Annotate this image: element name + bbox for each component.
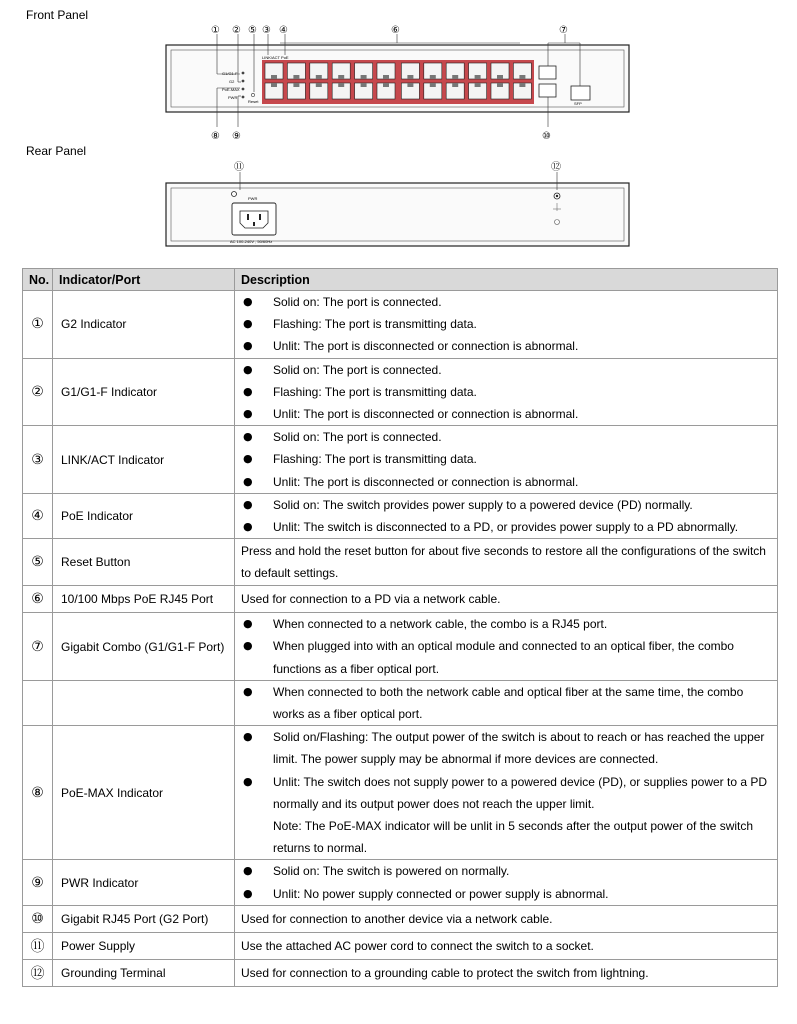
port-latch [316, 75, 322, 79]
port-latch [383, 83, 389, 87]
rear-panel-label: Rear Panel [26, 144, 87, 158]
table-header-row [23, 269, 778, 291]
port-latch [316, 83, 322, 87]
device-diagram [0, 0, 797, 262]
bullet-item: ● When connected to both the network cable and optical fiber at the same time, the combo works as a fiber optical port. [241, 681, 771, 725]
bullet-item: ● When plugged into with an optical module and connected to an optical fiber, the combo functions as a fiber optical port. [241, 635, 771, 679]
header-description: Description [235, 269, 778, 291]
row-indicator-name: LINK/ACT Indicator [53, 426, 235, 494]
callout-2: ② [232, 25, 241, 36]
callout-6: ⑥ [391, 25, 400, 36]
bullet-item: ● Solid on: The port is connected. [241, 359, 771, 381]
description-text: Press and hold the reset button for about five seconds to restore all the configurations of the switch to default settings. [241, 544, 766, 581]
bullet-item: ● Unlit: The switch is disconnected to a PD, or provides power supply to a PD abnormally. [241, 516, 771, 538]
bullet-item: ● Unlit: No power supply connected or power supply is abnormal. [241, 883, 771, 905]
table-row [23, 493, 778, 538]
port-latch [452, 83, 458, 87]
bullet-item: ● Solid on: The port is connected. [241, 426, 771, 448]
table-row [23, 358, 778, 426]
port-latch [497, 83, 503, 87]
header-indicator-port: Indicator/Port [53, 269, 235, 291]
row-indicator-name: Gigabit Combo (G1/G1-F Port) [53, 613, 235, 681]
bullet-list [241, 613, 771, 680]
port-latch [361, 83, 367, 87]
table-row [23, 726, 778, 860]
port-latch [338, 83, 344, 87]
ac-inlet [232, 203, 276, 235]
table-row [23, 680, 778, 725]
silk-rear-pwr: PWR [248, 196, 258, 201]
port-latch [293, 75, 299, 79]
port-latch [338, 75, 344, 79]
table-row [23, 613, 778, 681]
row-indicator-name [53, 680, 235, 725]
description-text: Used for connection to a grounding cable to protect the switch from lightning. [241, 965, 649, 980]
bullet-item: ● Flashing: The port is transmitting data. [241, 313, 771, 335]
row-description [235, 539, 778, 586]
silk-reset: Reset [248, 99, 259, 104]
front-panel-label: Front Panel [26, 8, 89, 22]
table-row [23, 905, 778, 932]
row-number: ⑫ [23, 959, 53, 986]
bullet-list [241, 860, 771, 904]
bullet-item: ● Unlit: The port is disconnected or connection is abnormal. [241, 403, 771, 425]
table-row [23, 539, 778, 586]
port-latch [519, 75, 525, 79]
callout-11: ⑪ [234, 162, 244, 173]
row-number: ⑨ [23, 860, 53, 905]
silk-sfp: SFP [574, 101, 582, 106]
bullet-item: ● Solid on: The port is connected. [241, 291, 771, 313]
row-number: ⑤ [23, 539, 53, 586]
bullet-item: ● Solid on: The switch is powered on normally. [241, 860, 771, 882]
row-indicator-name: PoE-MAX Indicator [53, 726, 235, 860]
callout-3: ③ [262, 25, 271, 36]
bullet-item: ● When connected to a network cable, the combo is a RJ45 port. [241, 613, 771, 635]
row-number: ⑥ [23, 586, 53, 613]
table-row [23, 860, 778, 905]
row-description [235, 680, 778, 725]
silk-g1: G1/G1-F [222, 71, 238, 76]
row-indicator-name: Reset Button [53, 539, 235, 586]
row-indicator-name: 10/100 Mbps PoE RJ45 Port [53, 586, 235, 613]
row-indicator-name: G2 Indicator [53, 291, 235, 359]
combo-rj45-port [539, 66, 556, 79]
port-latch [475, 75, 481, 79]
callout-12: ⑫ [551, 162, 561, 173]
callout-5: ⑤ [248, 25, 257, 36]
description-text: Use the attached AC power cord to connect the switch to a socket. [241, 938, 594, 953]
row-number: ② [23, 358, 53, 426]
port-latch [271, 83, 277, 87]
port-latch [452, 75, 458, 79]
bullet-list [241, 426, 771, 493]
table-row [23, 586, 778, 613]
table-row [23, 959, 778, 986]
bullet-item: ● Unlit: The port is disconnected or connection is abnormal. [241, 335, 771, 357]
note-text: Note: The PoE-MAX indicator will be unlit in 5 seconds after the output power of the switch returns to normal. [273, 819, 754, 856]
row-number: ③ [23, 426, 53, 494]
callout-7: ⑦ [559, 25, 568, 36]
table-row [23, 291, 778, 359]
bullet-item: ● Unlit: The switch does not supply power to a powered device (PD), or supplies power to a PD normally and its output power does not reach the upper limit. [241, 771, 771, 815]
bullet-list [241, 291, 771, 358]
row-number: ① [23, 291, 53, 359]
port-latch [271, 75, 277, 79]
bullet-item: ● Flashing: The port is transmitting data. [241, 448, 771, 470]
port-latch [407, 83, 413, 87]
rear-panel-drawing [166, 172, 629, 246]
description-text: Used for connection to another device via a network cable. [241, 911, 553, 926]
bullet-item: ● Solid on/Flashing: The output power of the switch is about to reach or has reached the upper limit. The power supply may be abnormal if more devices are connected. [241, 726, 771, 770]
port-latch [430, 75, 436, 79]
bullet-item: ● Unlit: The port is disconnected or connection is abnormal. [241, 471, 771, 493]
bullet-list [241, 494, 771, 538]
row-number [23, 680, 53, 725]
port-latch [361, 75, 367, 79]
callout-9: ⑨ [232, 131, 241, 142]
header-no: No. [23, 269, 53, 291]
silk-g2: G2 [229, 79, 235, 84]
row-description [235, 291, 778, 359]
row-description [235, 358, 778, 426]
bullet-list [241, 359, 771, 426]
bullet-list [241, 726, 771, 859]
row-description [235, 959, 778, 986]
port-latch [407, 75, 413, 79]
row-number: ④ [23, 493, 53, 538]
row-indicator-name: Grounding Terminal [53, 959, 235, 986]
row-description [235, 586, 778, 613]
port-latch [497, 75, 503, 79]
callout-10: ⑩ [542, 131, 551, 142]
callout-4: ④ [279, 25, 288, 36]
front-panel-drawing [166, 34, 629, 127]
row-number: ⑦ [23, 613, 53, 681]
silk-pwr: PWR [228, 95, 238, 100]
port-latch [430, 83, 436, 87]
row-indicator-name: PoE Indicator [53, 493, 235, 538]
description-text: Used for connection to a PD via a network cable. [241, 592, 501, 607]
bullet-item: ● Solid on: The switch provides power supply to a powered device (PD) normally. [241, 494, 771, 516]
poemax-led [242, 88, 245, 91]
silk-ac: AC 100-240V , 50/60Hz [230, 239, 273, 244]
callout-8: ⑧ [211, 131, 220, 142]
row-description [235, 613, 778, 681]
bullet-list [241, 681, 771, 725]
row-indicator-name: Power Supply [53, 932, 235, 959]
silk-poemax: PoE-MAX [222, 87, 240, 92]
port-latch [519, 83, 525, 87]
table-body [23, 291, 778, 987]
sfp-port [571, 86, 590, 100]
row-description [235, 726, 778, 860]
port-latch [383, 75, 389, 79]
row-indicator-name: PWR Indicator [53, 860, 235, 905]
row-description [235, 493, 778, 538]
row-indicator-name: G1/G1-F Indicator [53, 358, 235, 426]
g2-led [242, 80, 245, 83]
row-indicator-name: Gigabit RJ45 Port (G2 Port) [53, 905, 235, 932]
row-description [235, 426, 778, 494]
g2-rj45-port [539, 84, 556, 97]
g1-led [242, 72, 245, 75]
port-latch [293, 83, 299, 87]
pwr-led [242, 96, 245, 99]
bullet-item: ● Flashing: The port is transmitting data. [241, 381, 771, 403]
row-description [235, 932, 778, 959]
silk-port-header: LINK/ACT PoE [262, 55, 289, 60]
row-number: ⑧ [23, 726, 53, 860]
table-row [23, 932, 778, 959]
row-description [235, 905, 778, 932]
row-number: ⑪ [23, 932, 53, 959]
port-latch [475, 83, 481, 87]
row-description [235, 860, 778, 905]
table-row [23, 426, 778, 494]
row-number: ⑩ [23, 905, 53, 932]
spec-table [22, 268, 778, 987]
callout-1: ① [211, 25, 220, 36]
